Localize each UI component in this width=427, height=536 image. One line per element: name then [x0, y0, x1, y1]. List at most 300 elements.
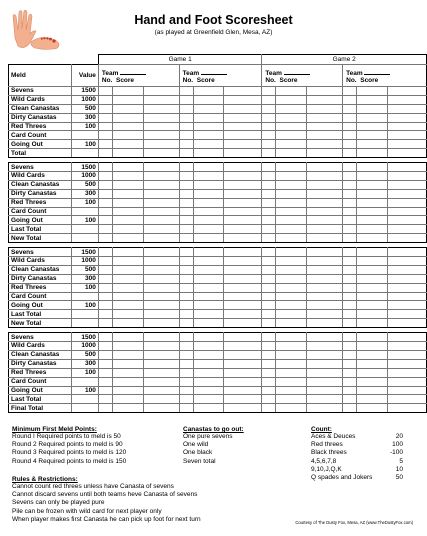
score-cell[interactable] — [343, 131, 357, 140]
score-cell[interactable] — [262, 386, 276, 395]
score-cell[interactable] — [307, 319, 343, 328]
score-cell[interactable] — [143, 368, 179, 377]
score-cell[interactable] — [193, 404, 224, 413]
score-cell[interactable] — [262, 189, 276, 198]
score-cell[interactable] — [387, 350, 426, 359]
score-cell[interactable] — [387, 122, 426, 131]
score-cell[interactable] — [112, 301, 143, 310]
score-cell[interactable] — [387, 207, 426, 216]
score-cell[interactable] — [224, 87, 262, 96]
score-cell[interactable] — [262, 113, 276, 122]
score-cell[interactable] — [112, 395, 143, 404]
score-cell[interactable] — [307, 131, 343, 140]
score-cell[interactable] — [343, 248, 357, 257]
score-cell[interactable] — [179, 122, 193, 131]
score-cell[interactable] — [307, 95, 343, 104]
score-cell[interactable] — [193, 104, 224, 113]
score-cell[interactable] — [224, 274, 262, 283]
score-cell[interactable] — [262, 283, 276, 292]
score-cell[interactable] — [307, 234, 343, 243]
score-cell[interactable] — [262, 359, 276, 368]
score-cell[interactable] — [307, 207, 343, 216]
score-cell[interactable] — [98, 234, 112, 243]
score-cell[interactable] — [112, 225, 143, 234]
score-cell[interactable] — [98, 140, 112, 149]
score-cell[interactable] — [193, 216, 224, 225]
score-cell[interactable] — [143, 207, 179, 216]
score-cell[interactable] — [387, 265, 426, 274]
team-name-field[interactable] — [284, 68, 310, 75]
score-cell[interactable] — [343, 189, 357, 198]
score-cell[interactable] — [262, 310, 276, 319]
score-cell[interactable] — [343, 122, 357, 131]
score-cell[interactable] — [343, 292, 357, 301]
score-cell[interactable] — [112, 274, 143, 283]
score-cell[interactable] — [143, 292, 179, 301]
score-cell[interactable] — [307, 333, 343, 342]
score-cell[interactable] — [262, 368, 276, 377]
score-cell[interactable] — [193, 149, 224, 158]
score-cell[interactable] — [98, 180, 112, 189]
score-cell[interactable] — [357, 122, 388, 131]
score-cell[interactable] — [357, 131, 388, 140]
score-cell[interactable] — [143, 386, 179, 395]
score-cell[interactable] — [143, 404, 179, 413]
team-name-field[interactable] — [364, 68, 390, 75]
score-cell[interactable] — [262, 234, 276, 243]
score-cell[interactable] — [387, 257, 426, 266]
score-cell[interactable] — [307, 216, 343, 225]
score-cell[interactable] — [193, 301, 224, 310]
score-cell[interactable] — [112, 163, 143, 172]
score-cell[interactable] — [357, 274, 388, 283]
score-cell[interactable] — [276, 368, 307, 377]
score-cell[interactable] — [193, 95, 224, 104]
score-cell[interactable] — [112, 113, 143, 122]
score-cell[interactable] — [343, 359, 357, 368]
score-cell[interactable] — [276, 301, 307, 310]
score-cell[interactable] — [112, 359, 143, 368]
score-cell[interactable] — [179, 225, 193, 234]
score-cell[interactable] — [276, 377, 307, 386]
score-cell[interactable] — [343, 319, 357, 328]
score-cell[interactable] — [179, 368, 193, 377]
score-cell[interactable] — [276, 310, 307, 319]
score-cell[interactable] — [98, 113, 112, 122]
score-cell[interactable] — [357, 180, 388, 189]
score-cell[interactable] — [357, 149, 388, 158]
score-cell[interactable] — [387, 131, 426, 140]
score-cell[interactable] — [307, 265, 343, 274]
score-cell[interactable] — [98, 368, 112, 377]
score-cell[interactable] — [262, 225, 276, 234]
score-cell[interactable] — [307, 342, 343, 351]
score-cell[interactable] — [343, 265, 357, 274]
score-cell[interactable] — [357, 368, 388, 377]
score-cell[interactable] — [112, 310, 143, 319]
score-cell[interactable] — [193, 333, 224, 342]
score-cell[interactable] — [276, 265, 307, 274]
score-cell[interactable] — [179, 301, 193, 310]
score-cell[interactable] — [262, 163, 276, 172]
score-cell[interactable] — [387, 404, 426, 413]
score-cell[interactable] — [357, 172, 388, 181]
score-cell[interactable] — [357, 265, 388, 274]
score-cell[interactable] — [276, 395, 307, 404]
score-cell[interactable] — [112, 386, 143, 395]
score-cell[interactable] — [224, 368, 262, 377]
score-cell[interactable] — [179, 292, 193, 301]
score-cell[interactable] — [112, 350, 143, 359]
score-cell[interactable] — [143, 395, 179, 404]
score-cell[interactable] — [193, 395, 224, 404]
score-cell[interactable] — [387, 87, 426, 96]
score-cell[interactable] — [307, 310, 343, 319]
score-cell[interactable] — [143, 189, 179, 198]
score-cell[interactable] — [224, 301, 262, 310]
score-cell[interactable] — [224, 283, 262, 292]
score-cell[interactable] — [343, 257, 357, 266]
score-cell[interactable] — [343, 113, 357, 122]
score-cell[interactable] — [307, 163, 343, 172]
score-cell[interactable] — [224, 131, 262, 140]
score-cell[interactable] — [193, 180, 224, 189]
score-cell[interactable] — [387, 333, 426, 342]
score-cell[interactable] — [387, 163, 426, 172]
score-cell[interactable] — [343, 310, 357, 319]
score-cell[interactable] — [387, 248, 426, 257]
score-cell[interactable] — [143, 122, 179, 131]
score-cell[interactable] — [357, 198, 388, 207]
score-cell[interactable] — [98, 292, 112, 301]
team-name-field[interactable] — [120, 68, 146, 75]
score-cell[interactable] — [179, 234, 193, 243]
score-cell[interactable] — [307, 257, 343, 266]
score-cell[interactable] — [224, 319, 262, 328]
score-cell[interactable] — [224, 395, 262, 404]
score-cell[interactable] — [98, 131, 112, 140]
score-cell[interactable] — [357, 310, 388, 319]
score-cell[interactable] — [224, 163, 262, 172]
score-cell[interactable] — [276, 386, 307, 395]
score-cell[interactable] — [98, 104, 112, 113]
score-cell[interactable] — [307, 87, 343, 96]
score-cell[interactable] — [387, 189, 426, 198]
score-cell[interactable] — [307, 248, 343, 257]
score-cell[interactable] — [143, 198, 179, 207]
score-cell[interactable] — [276, 225, 307, 234]
score-cell[interactable] — [112, 377, 143, 386]
score-cell[interactable] — [357, 292, 388, 301]
score-cell[interactable] — [112, 404, 143, 413]
score-cell[interactable] — [276, 404, 307, 413]
score-cell[interactable] — [343, 404, 357, 413]
score-cell[interactable] — [387, 180, 426, 189]
score-cell[interactable] — [143, 234, 179, 243]
score-cell[interactable] — [179, 104, 193, 113]
score-cell[interactable] — [179, 172, 193, 181]
score-cell[interactable] — [343, 198, 357, 207]
score-cell[interactable] — [357, 216, 388, 225]
score-cell[interactable] — [357, 113, 388, 122]
score-cell[interactable] — [143, 283, 179, 292]
score-cell[interactable] — [276, 257, 307, 266]
score-cell[interactable] — [143, 225, 179, 234]
score-cell[interactable] — [343, 368, 357, 377]
score-cell[interactable] — [276, 122, 307, 131]
score-cell[interactable] — [224, 310, 262, 319]
score-cell[interactable] — [262, 95, 276, 104]
score-cell[interactable] — [143, 301, 179, 310]
score-cell[interactable] — [98, 172, 112, 181]
score-cell[interactable] — [193, 207, 224, 216]
score-cell[interactable] — [179, 310, 193, 319]
score-cell[interactable] — [179, 395, 193, 404]
score-cell[interactable] — [179, 189, 193, 198]
score-cell[interactable] — [276, 140, 307, 149]
score-cell[interactable] — [343, 386, 357, 395]
score-cell[interactable] — [262, 122, 276, 131]
score-cell[interactable] — [307, 377, 343, 386]
score-cell[interactable] — [276, 248, 307, 257]
score-cell[interactable] — [143, 149, 179, 158]
score-cell[interactable] — [224, 225, 262, 234]
score-cell[interactable] — [357, 207, 388, 216]
score-cell[interactable] — [112, 180, 143, 189]
score-cell[interactable] — [193, 368, 224, 377]
score-cell[interactable] — [343, 283, 357, 292]
score-cell[interactable] — [262, 319, 276, 328]
score-cell[interactable] — [224, 359, 262, 368]
score-cell[interactable] — [307, 274, 343, 283]
score-cell[interactable] — [343, 342, 357, 351]
score-cell[interactable] — [179, 386, 193, 395]
score-cell[interactable] — [224, 140, 262, 149]
score-cell[interactable] — [179, 342, 193, 351]
score-cell[interactable] — [179, 95, 193, 104]
score-cell[interactable] — [357, 333, 388, 342]
score-cell[interactable] — [193, 198, 224, 207]
score-cell[interactable] — [179, 163, 193, 172]
score-cell[interactable] — [179, 216, 193, 225]
score-cell[interactable] — [193, 113, 224, 122]
score-cell[interactable] — [98, 333, 112, 342]
score-cell[interactable] — [276, 319, 307, 328]
score-cell[interactable] — [343, 274, 357, 283]
score-cell[interactable] — [143, 104, 179, 113]
score-cell[interactable] — [387, 149, 426, 158]
score-cell[interactable] — [262, 404, 276, 413]
score-cell[interactable] — [143, 140, 179, 149]
score-cell[interactable] — [387, 301, 426, 310]
score-cell[interactable] — [387, 95, 426, 104]
score-cell[interactable] — [276, 292, 307, 301]
score-cell[interactable] — [262, 198, 276, 207]
score-cell[interactable] — [112, 234, 143, 243]
score-cell[interactable] — [143, 319, 179, 328]
score-cell[interactable] — [143, 310, 179, 319]
score-cell[interactable] — [112, 257, 143, 266]
score-cell[interactable] — [143, 163, 179, 172]
score-cell[interactable] — [262, 87, 276, 96]
score-cell[interactable] — [112, 248, 143, 257]
score-cell[interactable] — [262, 149, 276, 158]
score-cell[interactable] — [98, 386, 112, 395]
score-cell[interactable] — [224, 95, 262, 104]
score-cell[interactable] — [307, 149, 343, 158]
score-cell[interactable] — [143, 333, 179, 342]
score-cell[interactable] — [179, 131, 193, 140]
score-cell[interactable] — [112, 122, 143, 131]
score-cell[interactable] — [276, 198, 307, 207]
score-cell[interactable] — [276, 189, 307, 198]
score-cell[interactable] — [98, 207, 112, 216]
score-cell[interactable] — [262, 172, 276, 181]
score-cell[interactable] — [179, 274, 193, 283]
score-cell[interactable] — [193, 172, 224, 181]
score-cell[interactable] — [307, 140, 343, 149]
score-cell[interactable] — [343, 87, 357, 96]
score-cell[interactable] — [98, 257, 112, 266]
score-cell[interactable] — [276, 359, 307, 368]
score-cell[interactable] — [98, 248, 112, 257]
score-cell[interactable] — [307, 386, 343, 395]
score-cell[interactable] — [193, 257, 224, 266]
score-cell[interactable] — [387, 310, 426, 319]
score-cell[interactable] — [112, 172, 143, 181]
score-cell[interactable] — [143, 131, 179, 140]
score-cell[interactable] — [179, 198, 193, 207]
score-cell[interactable] — [262, 301, 276, 310]
score-cell[interactable] — [193, 87, 224, 96]
score-cell[interactable] — [357, 319, 388, 328]
score-cell[interactable] — [357, 257, 388, 266]
score-cell[interactable] — [179, 377, 193, 386]
score-cell[interactable] — [276, 95, 307, 104]
score-cell[interactable] — [343, 216, 357, 225]
score-cell[interactable] — [143, 359, 179, 368]
score-cell[interactable] — [179, 283, 193, 292]
score-cell[interactable] — [193, 163, 224, 172]
score-cell[interactable] — [193, 377, 224, 386]
score-cell[interactable] — [357, 163, 388, 172]
score-cell[interactable] — [224, 265, 262, 274]
score-cell[interactable] — [276, 131, 307, 140]
score-cell[interactable] — [387, 395, 426, 404]
score-cell[interactable] — [98, 342, 112, 351]
score-cell[interactable] — [112, 333, 143, 342]
score-cell[interactable] — [262, 216, 276, 225]
score-cell[interactable] — [224, 113, 262, 122]
score-cell[interactable] — [98, 319, 112, 328]
score-cell[interactable] — [307, 113, 343, 122]
score-cell[interactable] — [143, 172, 179, 181]
score-cell[interactable] — [276, 342, 307, 351]
score-cell[interactable] — [112, 216, 143, 225]
score-cell[interactable] — [98, 274, 112, 283]
score-cell[interactable] — [193, 248, 224, 257]
score-cell[interactable] — [343, 377, 357, 386]
score-cell[interactable] — [193, 122, 224, 131]
score-cell[interactable] — [143, 342, 179, 351]
team-name-field[interactable] — [201, 68, 227, 75]
score-cell[interactable] — [387, 377, 426, 386]
score-cell[interactable] — [193, 131, 224, 140]
score-cell[interactable] — [262, 377, 276, 386]
score-cell[interactable] — [143, 180, 179, 189]
score-cell[interactable] — [357, 189, 388, 198]
score-cell[interactable] — [193, 283, 224, 292]
score-cell[interactable] — [112, 207, 143, 216]
score-cell[interactable] — [112, 265, 143, 274]
score-cell[interactable] — [357, 350, 388, 359]
score-cell[interactable] — [276, 350, 307, 359]
score-cell[interactable] — [98, 359, 112, 368]
score-cell[interactable] — [387, 172, 426, 181]
score-cell[interactable] — [224, 377, 262, 386]
score-cell[interactable] — [262, 131, 276, 140]
score-cell[interactable] — [262, 248, 276, 257]
score-cell[interactable] — [98, 189, 112, 198]
score-cell[interactable] — [276, 274, 307, 283]
score-cell[interactable] — [224, 207, 262, 216]
score-cell[interactable] — [343, 104, 357, 113]
score-cell[interactable] — [112, 368, 143, 377]
score-cell[interactable] — [387, 216, 426, 225]
score-cell[interactable] — [112, 131, 143, 140]
score-cell[interactable] — [357, 95, 388, 104]
score-cell[interactable] — [112, 198, 143, 207]
score-cell[interactable] — [307, 350, 343, 359]
score-cell[interactable] — [262, 257, 276, 266]
score-cell[interactable] — [193, 319, 224, 328]
score-cell[interactable] — [343, 333, 357, 342]
score-cell[interactable] — [262, 342, 276, 351]
score-cell[interactable] — [224, 104, 262, 113]
score-cell[interactable] — [262, 140, 276, 149]
score-cell[interactable] — [387, 368, 426, 377]
score-cell[interactable] — [262, 104, 276, 113]
score-cell[interactable] — [276, 87, 307, 96]
score-cell[interactable] — [98, 216, 112, 225]
score-cell[interactable] — [262, 333, 276, 342]
score-cell[interactable] — [357, 104, 388, 113]
score-cell[interactable] — [143, 350, 179, 359]
score-cell[interactable] — [343, 225, 357, 234]
score-cell[interactable] — [98, 87, 112, 96]
score-cell[interactable] — [224, 248, 262, 257]
score-cell[interactable] — [98, 395, 112, 404]
score-cell[interactable] — [193, 310, 224, 319]
score-cell[interactable] — [262, 180, 276, 189]
score-cell[interactable] — [387, 140, 426, 149]
score-cell[interactable] — [307, 292, 343, 301]
score-cell[interactable] — [143, 113, 179, 122]
score-cell[interactable] — [193, 189, 224, 198]
score-cell[interactable] — [307, 189, 343, 198]
score-cell[interactable] — [179, 404, 193, 413]
score-cell[interactable] — [307, 225, 343, 234]
score-cell[interactable] — [357, 301, 388, 310]
score-cell[interactable] — [179, 87, 193, 96]
score-cell[interactable] — [179, 207, 193, 216]
score-cell[interactable] — [143, 274, 179, 283]
score-cell[interactable] — [98, 163, 112, 172]
score-cell[interactable] — [112, 149, 143, 158]
score-cell[interactable] — [357, 140, 388, 149]
score-cell[interactable] — [224, 404, 262, 413]
score-cell[interactable] — [224, 342, 262, 351]
